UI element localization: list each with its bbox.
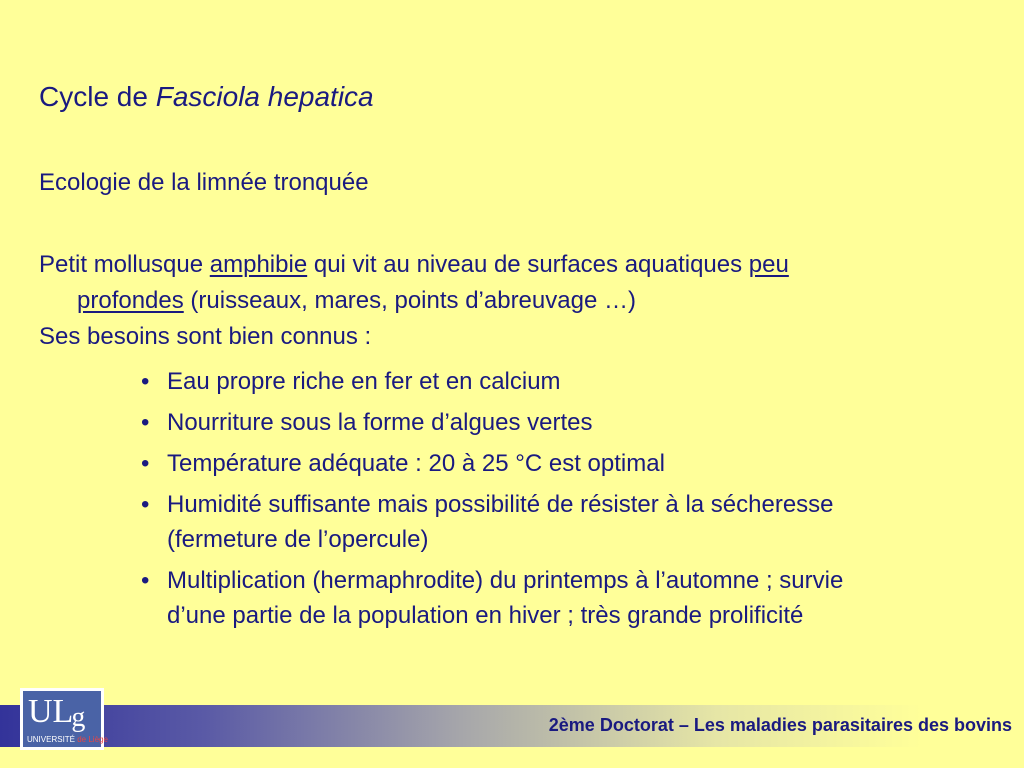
bullet-item: • Humidité suffisante mais possibilité de résister à la sécheresse (fermeture de l’opercule)	[141, 487, 1001, 557]
underlined-amphibie: amphibie	[209, 251, 308, 278]
bullet-dot: •	[141, 491, 150, 518]
logo-letters: ULg	[28, 693, 86, 733]
bullet-dot: •	[141, 450, 150, 477]
underlined-profondes: profondes	[77, 287, 184, 314]
ulg-logo	[20, 688, 108, 750]
needs-bullet-list	[141, 364, 1001, 639]
bullet-dot: •	[141, 567, 150, 594]
bullet-item: • Multiplication (hermaphrodite) du printemps à l’automne ; survie d’une partie de la population en hiver ; très grande prolificité	[141, 563, 1001, 633]
bullet-dot: •	[141, 409, 150, 436]
bullet-dot: •	[141, 368, 150, 395]
paragraph-line-1: Petit mollusque amphibie qui vit au niveau de surfaces aquatiques peu	[39, 251, 789, 278]
underlined-peu: peu	[748, 251, 789, 278]
slide-subtitle: Ecologie de la limnée tronquée	[39, 169, 369, 196]
bullet-item: • Température adéquate : 20 à 25 °C est optimal	[141, 446, 1001, 481]
description-paragraph	[39, 247, 939, 319]
slide-title	[39, 80, 374, 114]
title-prefix: Cycle de	[39, 81, 156, 112]
logo-caption: UNIVERSITÉ de Liège	[27, 735, 108, 744]
title-species: Fasciola hepatica	[155, 81, 374, 112]
bullet-item: • Eau propre riche en fer et en calcium	[141, 364, 1001, 399]
footer-course-title: 2ème Doctorat – Les maladies parasitaires des bovins	[548, 715, 1012, 735]
bullet-item: • Nourriture sous la forme d’algues vertes	[141, 405, 1001, 440]
needs-intro: Ses besoins sont bien connus :	[39, 323, 372, 350]
paragraph-line-2: profondes (ruisseaux, mares, points d’abreuvage …)	[77, 287, 636, 314]
